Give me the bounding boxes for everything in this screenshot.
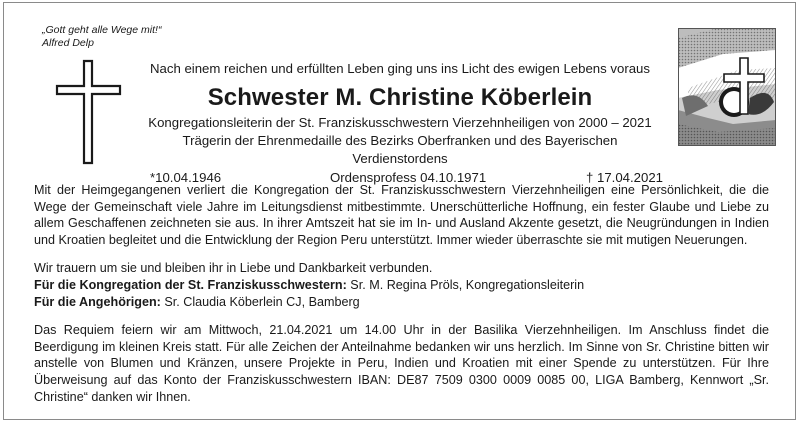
- birth-date: *10.04.1946: [150, 170, 222, 185]
- motto-author: Alfred Delp: [42, 37, 94, 49]
- requiem-paragraph: Das Requiem feiern wir am Mittwoch, 21.04.2021 um 14.00 Uhr in der Basilika Vierzehnheiligen. Im Anschluss findet die Beerdigung im kleinen Kreis statt. Für alle Zeichen der Anteilnahme bedanken wir uns herzlich. Im Sinne von Sr. Christine bitten wir anstelle von Blumen und Kränzen, unsere Projekte in Peru, Indien und Kroatien mit einer Spende zu unterstützen. Für Ihre Überweisung auf das Konto der Franziskusschwestern IBAN: DE87 7509 0300 0009 0085 00, LIGA Bamberg, Kennwort „Sr. Christine“ danken wir Ihnen.: [34, 323, 769, 404]
- honor-line: Trägerin der Ehrenmedaille des Bezirks Oberfranken und des Bayerischen Verdienstordens: [182, 133, 618, 166]
- intro-line: Nach einem reichen und erfüllten Leben ging uns ins Licht des ewigen Lebens voraus: [150, 61, 650, 76]
- role-line: Kongregationsleiterin der St. Franziskusschwestern Vierzehnheiligen von 2000 – 2021: [148, 115, 652, 130]
- congregation-signature: [34, 277, 769, 294]
- congregation-signatory: Sr. M. Regina Pröls, Kongregationsleiterin: [346, 277, 585, 292]
- franciscan-emblem-icon: [678, 28, 776, 146]
- paragraph-spacer: [34, 310, 769, 322]
- deceased-name: Schwester M. Christine Köberlein: [207, 84, 593, 111]
- motto-quote: „Gott geht alle Wege mit!“: [42, 24, 162, 36]
- relatives-signatory: Sr. Claudia Köberlein CJ, Bamberg: [160, 294, 360, 309]
- congregation-label: Für die Kongregation der St. Franziskusschwestern:: [34, 277, 347, 292]
- profession-date: Ordensprofess 04.10.1971: [330, 170, 487, 185]
- cross-icon: [54, 58, 124, 166]
- paragraph-spacer: [34, 248, 769, 260]
- obituary-header: [140, 60, 664, 187]
- mourning-line: Wir trauern um sie und bleiben ihr in Liebe und Dankbarkeit verbunden.: [34, 261, 433, 276]
- death-date: † 17.04.2021: [586, 170, 664, 185]
- relatives-label: Für die Angehörigen:: [34, 294, 161, 309]
- obituary-body: [34, 182, 769, 405]
- relatives-signature: [34, 294, 769, 311]
- motto: [42, 24, 161, 50]
- tribute-paragraph: Mit der Heimgegangenen verliert die Kongregation der St. Franziskusschwestern Vierzehnheiligen eine Persönlichkeit, die die Wege der Gemeinschaft viele Jahre im Leitungsdienst mitbestimmte. Unerschütterliche Hoffnung, ein fester Glaube und Liebe zu allem Geschaffenen zeichneten sie aus. In ihrer Amtszeit hat sie im In- und Ausland Akzente gesetzt, die Neugründungen in Indien und Kroatien begleitet und die Entwicklung der Region Peru unterstützt. Immer wieder überraschte sie mit mutigen Neuerungen.: [34, 183, 769, 247]
